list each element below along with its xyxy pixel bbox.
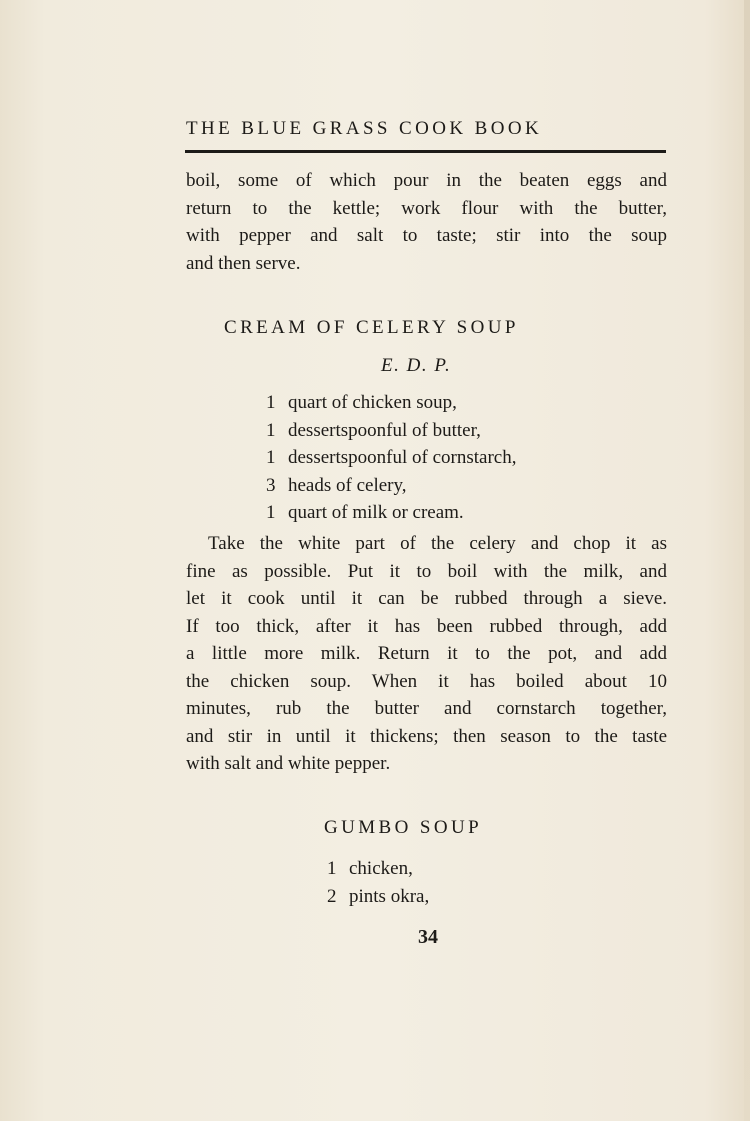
running-head: THE BLUE GRASS COOK BOOK <box>186 118 543 139</box>
page-number: 34 <box>418 926 438 948</box>
ingredient-text: dessertspoonful of cornstarch, <box>288 447 517 468</box>
ingredient-quantity: 2 <box>327 885 337 907</box>
text-line: boil, some of which pour in the beaten eggs and <box>186 170 667 191</box>
ingredient-quantity: 1 <box>266 502 276 523</box>
text-line: let it cook until it can be rubbed through a sieve. <box>186 588 667 609</box>
ingredient-text: quart of milk or cream. <box>288 502 464 523</box>
text-line: a little more milk. Return it to the pot, and add <box>186 643 667 664</box>
text-line: minutes, rub the butter and cornstarch together, <box>186 698 667 719</box>
ingredient-text: chicken, <box>349 858 413 879</box>
text-line: the chicken soup. When it has boiled about 10 <box>186 670 667 692</box>
ingredient-quantity: 1 <box>327 858 337 879</box>
text-line: and stir in until it thickens; then season to the taste <box>186 725 667 747</box>
text-line: and then serve. <box>186 252 301 274</box>
text-line: Take the white part of the celery and chop it as <box>208 533 667 554</box>
ingredient-item <box>266 389 516 417</box>
ingredient-item <box>266 472 516 500</box>
continued-paragraph <box>186 167 667 277</box>
ingredient-quantity: 3 <box>266 474 276 496</box>
ingredient-item <box>327 855 429 883</box>
ingredient-text: heads of celery, <box>288 474 407 496</box>
page-edge-shadow <box>744 0 750 1121</box>
text-line: return to the kettle; work flour with the butter, <box>186 197 667 219</box>
ingredient-quantity: 1 <box>266 419 276 441</box>
recipe-title-gumbo-soup: GUMBO SOUP <box>324 817 483 838</box>
recipe-source: E. D. P. <box>381 355 452 376</box>
ingredient-quantity: 1 <box>266 392 276 413</box>
ingredient-item <box>266 444 516 472</box>
ingredient-item <box>327 883 429 911</box>
celery-ingredient-list <box>266 389 516 527</box>
celery-method-paragraph <box>186 530 667 778</box>
header-rule <box>185 150 666 153</box>
recipe-title-celery-soup: CREAM OF CELERY SOUP <box>224 317 519 338</box>
text-line: If too thick, after it has been rubbed through, add <box>186 615 667 637</box>
ingredient-quantity: 1 <box>266 447 276 468</box>
text-line: with pepper and salt to taste; stir into the soup <box>186 225 667 246</box>
ingredient-text: dessertspoonful of butter, <box>288 419 481 441</box>
ingredient-text: pints okra, <box>349 885 430 907</box>
ingredient-item <box>266 417 516 445</box>
gumbo-ingredient-list <box>327 855 429 910</box>
ingredient-item <box>266 499 516 527</box>
text-line: with salt and white pepper. <box>186 753 391 774</box>
ingredient-text: quart of chicken soup, <box>288 392 457 413</box>
text-line: fine as possible. Put it to boil with the milk, and <box>186 560 667 582</box>
